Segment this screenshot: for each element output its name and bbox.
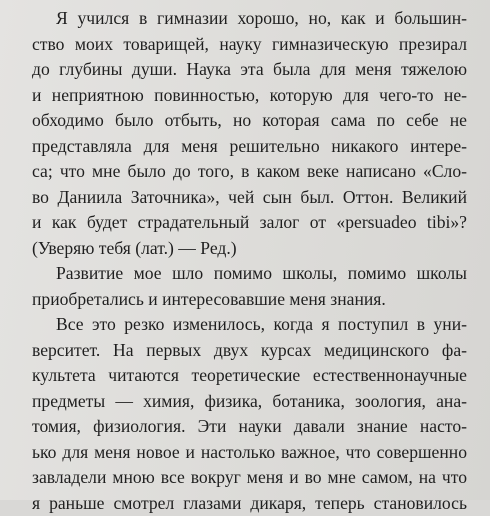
text-line: приобретались и интересовавшие меня знания. — [32, 287, 467, 313]
page-text — [32, 6, 467, 516]
text-line: ько для меня новое и настолько важное, что совершенно — [32, 440, 467, 466]
text-line: ство моих товарищей, науку гимназическую презирал — [32, 32, 467, 58]
text-line: до глубины души. Наука эта была для меня тяжелою — [32, 57, 467, 83]
text-line: и как будет страдательный залог от «persuadeo tibi»? — [32, 210, 467, 236]
text-line: и неприятною повинностью, которую для чего-то не- — [32, 83, 467, 109]
text-line: верситет. На первых двух курсах медицинского фа- — [32, 338, 467, 364]
text-line: предметы — химия, физика, ботаника, зоология, ана- — [32, 389, 467, 415]
text-line: я раньше смотрел глазами дикаря, теперь становилось — [32, 491, 467, 516]
text-line: Все это резко изменилось, когда я поступил в уни- — [32, 312, 467, 338]
text-line: (Уверяю тебя (лат.) — Ред.) — [32, 236, 467, 262]
text-line: обходимо было отбыть, но которая сама по себе не — [32, 108, 467, 134]
text-line: завладели мною все вокруг меня и во мне самом, на что — [32, 465, 467, 491]
text-line: Развитие мое шло помимо школы, помимо школы — [32, 261, 467, 287]
text-line: са; что мне было до того, в каком веке написано «Сло- — [32, 159, 467, 185]
text-line: культета читаются теоретические естественнонаучные — [32, 363, 467, 389]
text-line: во Даниила Заточника», чей сын был. Оттон. Великий — [32, 185, 467, 211]
text-line: представляла для меня решительно никакого интере- — [32, 134, 467, 160]
text-line: Я учился в гимназии хорошо, но, как и большин- — [32, 6, 467, 32]
text-line: томия, физиология. Эти науки давали знание насто- — [32, 414, 467, 440]
